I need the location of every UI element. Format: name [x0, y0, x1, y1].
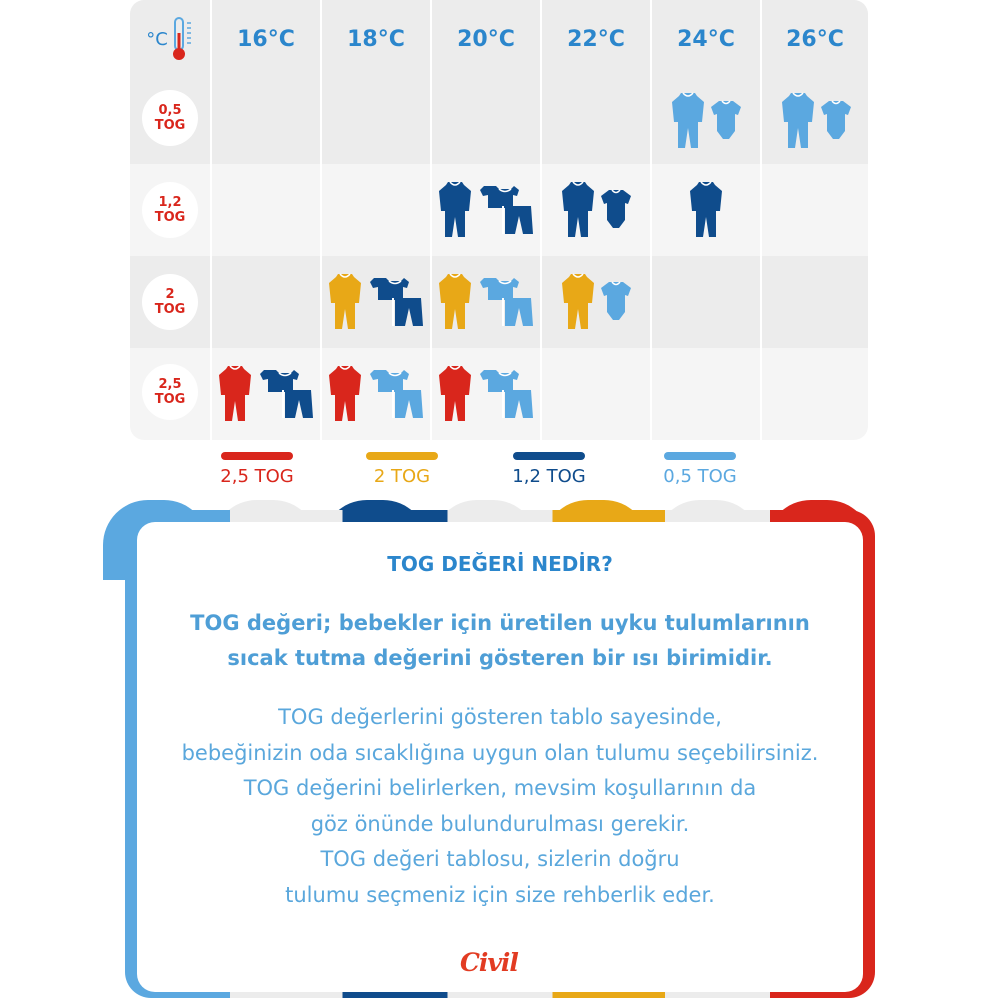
- legend-label: 2,5 TOG: [220, 466, 294, 487]
- lead-line: sıcak tutma değerini gösteren bir ısı birimidir.: [227, 646, 773, 670]
- temperature-header-20: 20°C: [457, 26, 515, 52]
- card-lead: [137, 606, 863, 676]
- info-card: [137, 522, 863, 992]
- tshirt-pants-icon: [257, 368, 315, 420]
- tshirt-pants-icon: [477, 276, 535, 328]
- bodysuit-icon: [820, 99, 852, 143]
- table-cell-icons: [652, 78, 760, 164]
- legend-color-bar: [221, 452, 293, 460]
- tog-badge-2-5: 2,5 TOG: [142, 364, 198, 420]
- tshirt-pants-icon: [367, 276, 425, 328]
- legend-label: 0,5 TOG: [663, 466, 737, 487]
- tshirt-pants-icon: [477, 368, 535, 420]
- table-cell-icons: [542, 256, 650, 348]
- legend-color-bar: [366, 452, 438, 460]
- onesie-icon: [560, 271, 596, 333]
- onesie-icon: [217, 363, 253, 425]
- table-cell-icons: [762, 78, 870, 164]
- bodysuit-icon: [710, 99, 742, 143]
- body-line: göz önünde bulundurulması gerekir.: [310, 811, 690, 836]
- legend-color-bar: [664, 452, 736, 460]
- legend-color-bar: [513, 452, 585, 460]
- legend-label: 1,2 TOG: [512, 466, 586, 487]
- legend-item-1-2-tog: [489, 452, 609, 487]
- onesie-icon: [670, 90, 706, 152]
- tog-table: [0, 0, 1000, 445]
- lead-line: TOG değeri; bebekler için üretilen uyku tulumlarının: [190, 611, 810, 635]
- onesie-icon: [780, 90, 816, 152]
- legend-label: 2 TOG: [373, 466, 431, 487]
- table-cell-icons: [322, 348, 430, 440]
- temperature-header-26: 26°C: [786, 26, 844, 52]
- onesie-icon: [437, 179, 473, 241]
- tog-badge-0-5: 0,5 TOG: [142, 90, 198, 146]
- legend-item-2-5-tog: [197, 452, 317, 487]
- temperature-header-16: 16°C: [237, 26, 295, 52]
- celsius-label: °C: [146, 28, 168, 50]
- onesie-icon: [437, 363, 473, 425]
- temperature-header-22: 22°C: [567, 26, 625, 52]
- body-line: TOG değerlerini gösteren tablo sayesinde,: [278, 705, 722, 729]
- onesie-icon: [327, 363, 363, 425]
- card-title: TOG DEĞERİ NEDİR?: [387, 552, 613, 576]
- thermometer-icon: [168, 15, 194, 63]
- onesie-icon: [327, 271, 363, 333]
- body-line: bebeğinizin oda sıcaklığına uygun olan tulumu seçebilirsiniz.: [181, 740, 819, 765]
- bodysuit-icon: [600, 188, 632, 232]
- tshirt-pants-icon: [477, 184, 535, 236]
- temperature-header-18: 18°C: [347, 26, 405, 52]
- bodysuit-icon: [600, 280, 632, 324]
- brand-logo: Civil: [460, 948, 518, 977]
- table-cell-icons: [432, 348, 540, 440]
- body-line: tulumu seçmeniz için size rehberlik eder.: [285, 882, 715, 907]
- table-cell-icons: [432, 256, 540, 348]
- table-cell-icons: [212, 348, 320, 440]
- tog-badge-1-2: 1,2 TOG: [142, 182, 198, 238]
- table-cell-icons: [652, 164, 760, 256]
- legend-item-2-tog: [342, 452, 462, 487]
- onesie-icon: [560, 179, 596, 241]
- legend-item-0-5-tog: [640, 452, 760, 487]
- table-cell-icons: [322, 256, 430, 348]
- table-cell-icons: [542, 164, 650, 256]
- table-cell-icons: [432, 164, 540, 256]
- body-line: TOG değerini belirlerken, mevsim koşullarının da: [243, 776, 757, 800]
- tshirt-pants-icon: [367, 368, 425, 420]
- body-line: TOG değeri tablosu, sizlerin doğru: [320, 847, 680, 871]
- tog-badge-2: 2 TOG: [142, 274, 198, 330]
- onesie-icon: [437, 271, 473, 333]
- temperature-unit-header: [130, 0, 210, 78]
- onesie-icon: [688, 179, 724, 241]
- card-body: [137, 700, 863, 913]
- temperature-header-24: 24°C: [677, 26, 735, 52]
